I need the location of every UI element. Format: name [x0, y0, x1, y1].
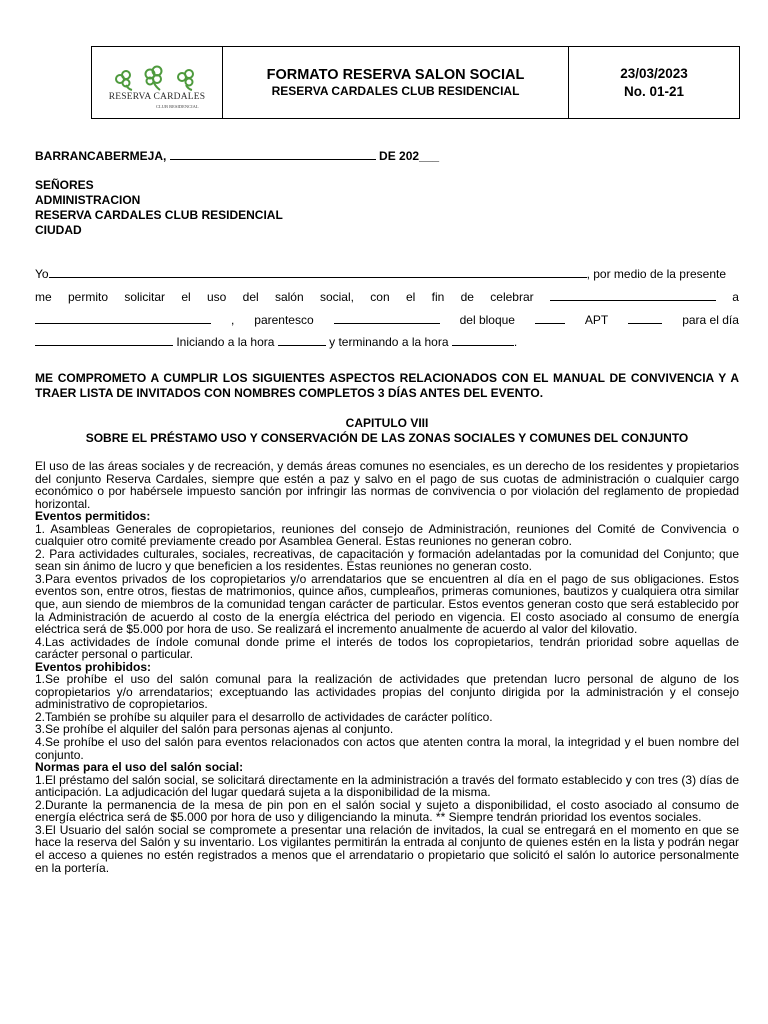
parentesco-label: parentesco — [254, 313, 314, 327]
chapter-body — [35, 460, 739, 874]
line2-word: social, — [319, 290, 354, 304]
recipient-line: SEÑORES — [35, 178, 94, 192]
relative-name-field[interactable] — [35, 312, 211, 324]
line2-word: fin — [431, 290, 445, 304]
form-line-3 — [35, 312, 739, 327]
list-item: 1.El préstamo del salón social, se solicitará directamente en la administración a través del formato establecido y con tres (3) días de anticipación. La adjudicación del lugar quedará sujeta a la disponibilidad de la misma. — [35, 772, 739, 800]
line2-word: el — [181, 290, 191, 304]
line2-word: celebrar — [490, 290, 534, 304]
place-line — [35, 148, 739, 163]
list-item: 1.Se prohíbe el uso del salón comunal para la realización de actividades que pretendan lucro personal de alguno de los copropietarios y/o arrendatarios; exceptuando las actividades propias del conjunto dirigida por la administración y el consejo administrativo de copropietarios. — [35, 672, 739, 712]
line2-word: con — [370, 290, 390, 304]
period: . — [513, 335, 518, 349]
list-item: 1. Asambleas Generales de copropietarios, reuniones del consejo de Administración, reuniones del Comité de Convivencia o cualquier otro comité previamente creado por Asamblea General. Estas reuniones no generan cobro. — [35, 521, 739, 549]
line2-word: el — [405, 290, 416, 304]
city-label: BARRANCABERMEJA, — [35, 149, 167, 163]
event-field[interactable] — [550, 289, 716, 301]
a-label: a — [732, 290, 739, 304]
list-item: 4.Se prohíbe el uso del salón para eventos relacionados con actos que atenten contra la moral, la integridad y el buen nombre del conjunto. — [35, 735, 739, 762]
section-heading: Eventos permitidos: — [35, 509, 151, 524]
list-item: 2.También se prohíbe su alquiler para el desarrollo de actividades de carácter político. — [35, 709, 493, 724]
form-line-2 — [35, 289, 739, 304]
code-cell — [569, 47, 739, 118]
line2-word: solicitar — [124, 290, 165, 304]
year-label: DE 202 — [379, 149, 420, 163]
chapter-heading — [35, 416, 739, 446]
dia-label: para el día — [682, 313, 739, 327]
logo-subtitle: CLUB RESIDENCIAL — [156, 104, 199, 109]
bloque-label: del bloque — [459, 313, 515, 327]
apt-label: APT — [584, 313, 609, 327]
line2-word: del — [242, 290, 259, 304]
header-table — [91, 46, 740, 119]
year-blank[interactable]: ___ — [419, 149, 440, 163]
start-label: Iniciando a la hora — [176, 335, 275, 349]
line2-word: permito — [67, 290, 108, 304]
list-item: 2. Para actividades culturales, sociales, recreativas, de capacitación y formación adelantadas por la comunidad del Conjunto; que sean sin ánimo de lucro y que beneficien a los residentes. Estas reuniones no generan costo. — [35, 546, 739, 574]
name-field[interactable] — [49, 266, 587, 278]
logo-name: RESERVA CARDALES — [108, 92, 206, 102]
recipient-line: ADMINISTRACION — [35, 193, 141, 207]
form-line-1 — [35, 266, 739, 281]
presente-label: , por medio de la presente — [586, 267, 726, 281]
line2-word: uso — [206, 290, 227, 304]
chapter-title: CAPITULO VIII — [345, 416, 429, 430]
logo-cell — [92, 47, 223, 118]
line2-word: salón — [274, 290, 304, 304]
list-item: 4.Las actividades de índole comunal donde prime el interés de todos los copropietarios, tendrán prioridad sobre aquellas de carácter personal o particular. — [35, 634, 739, 662]
recipient-block — [35, 178, 739, 238]
section-heading: Eventos prohibidos: — [35, 659, 152, 674]
line2-word: de — [460, 290, 474, 304]
recipient-line: CIUDAD — [35, 223, 82, 237]
list-item: 2.Durante la permanencia de la mesa de pin pon en el salón social y sujeto a disponibilidad, el costo asociado al consumo de energía eléctrica será de $5.000 por hora de uso y diligenciando la minuta. ** Siempre tendrán prioridad los eventos sociales. — [35, 797, 739, 825]
list-item: 3.Para eventos privados de los copropietarios y/o arrendatarios que se encuentren al día en el pago de sus obligaciones. Estos eventos son, entre otros, fiestas de matrimonios, quince años, cumpleaños, primeras comuniones, bautizos y cualquiera otra similar que, aun siendo de miembros de la comunidad tengan carácter de particular. Estos eventos generan costo que será establecido por la Administración de acuerdo al costo de la energía eléctrica del periodo en vigencia. El costo asociado al consumo de energía eléctrica será de $5.000 por hora de uso. Se realizará el incremento anualmente de acuerdo al valor del kilovatio. — [35, 571, 739, 637]
document-title: FORMATO RESERVA SALON SOCIAL — [266, 66, 525, 83]
day-field[interactable] — [35, 334, 173, 346]
document-date: 23/03/2023 — [620, 65, 688, 81]
recipient-line: RESERVA CARDALES CLUB RESIDENCIAL — [35, 208, 283, 222]
line2-word: me — [35, 290, 52, 304]
end-label: y terminando a la hora — [329, 335, 449, 349]
section-heading: Normas para el uso del salón social: — [35, 760, 244, 775]
clover-logo-icon — [110, 65, 206, 91]
yo-label: Yo — [35, 267, 49, 281]
intro-paragraph: El uso de las áreas sociales y de recreación, y demás áreas comunes no esenciales, es un derecho de los residentes y propietarios del conjunto Reserva Cardales, siempre que estén a paz y salvo en el pago de sus cuotas de administración o cualquier cargo económico o por habérsele impuesto sanción por infringir las normas de convivencia o por violación del reglamento de propiedad horizontal. — [35, 459, 739, 511]
commitment-statement: ME COMPROMETO A CUMPLIR LOS SIGUIENTES ASPECTOS RELACIONADOS CON EL MANUAL DE CONVIVENCIA Y A TRAER LISTA DE INVITADOS CON NOMBRES COMPLETOS 3 DÍAS ANTES DEL EVENTO. — [35, 371, 739, 400]
form-line-4 — [35, 334, 739, 349]
document-subtitle: RESERVA CARDALES CLUB RESIDENCIAL — [271, 83, 520, 98]
comma: , — [230, 313, 235, 327]
list-item: 3.El Usuario del salón social se compromete a presentar una relación de invitados, la cual se entregará en el momento en que se hace la reserva del Salón y su inventario. Los vigilantes permitirán la entrada al conjunto de quienes estén en la lista y podrán negar el acceso a quienes no estén registrados a menos que el arrendatario o propietario que solicitó el salón lo autorice personalmente en la portería. — [35, 822, 739, 875]
document-number: No. 01-21 — [623, 83, 685, 99]
date-blank-field[interactable] — [170, 148, 376, 160]
start-time-field[interactable] — [278, 334, 326, 346]
list-item: 3.Se prohíbe el alquiler del salón para personas ajenas al conjunto. — [35, 722, 394, 737]
parentesco-field[interactable] — [334, 312, 440, 324]
bloque-field[interactable] — [535, 312, 565, 324]
end-time-field[interactable] — [452, 334, 514, 346]
apt-field[interactable] — [628, 312, 662, 324]
chapter-subtitle: SOBRE EL PRÉSTAMO USO Y CONSERVACIÓN DE LAS ZONAS SOCIALES Y COMUNES DEL CONJUNTO — [85, 431, 689, 445]
title-cell — [223, 47, 569, 118]
